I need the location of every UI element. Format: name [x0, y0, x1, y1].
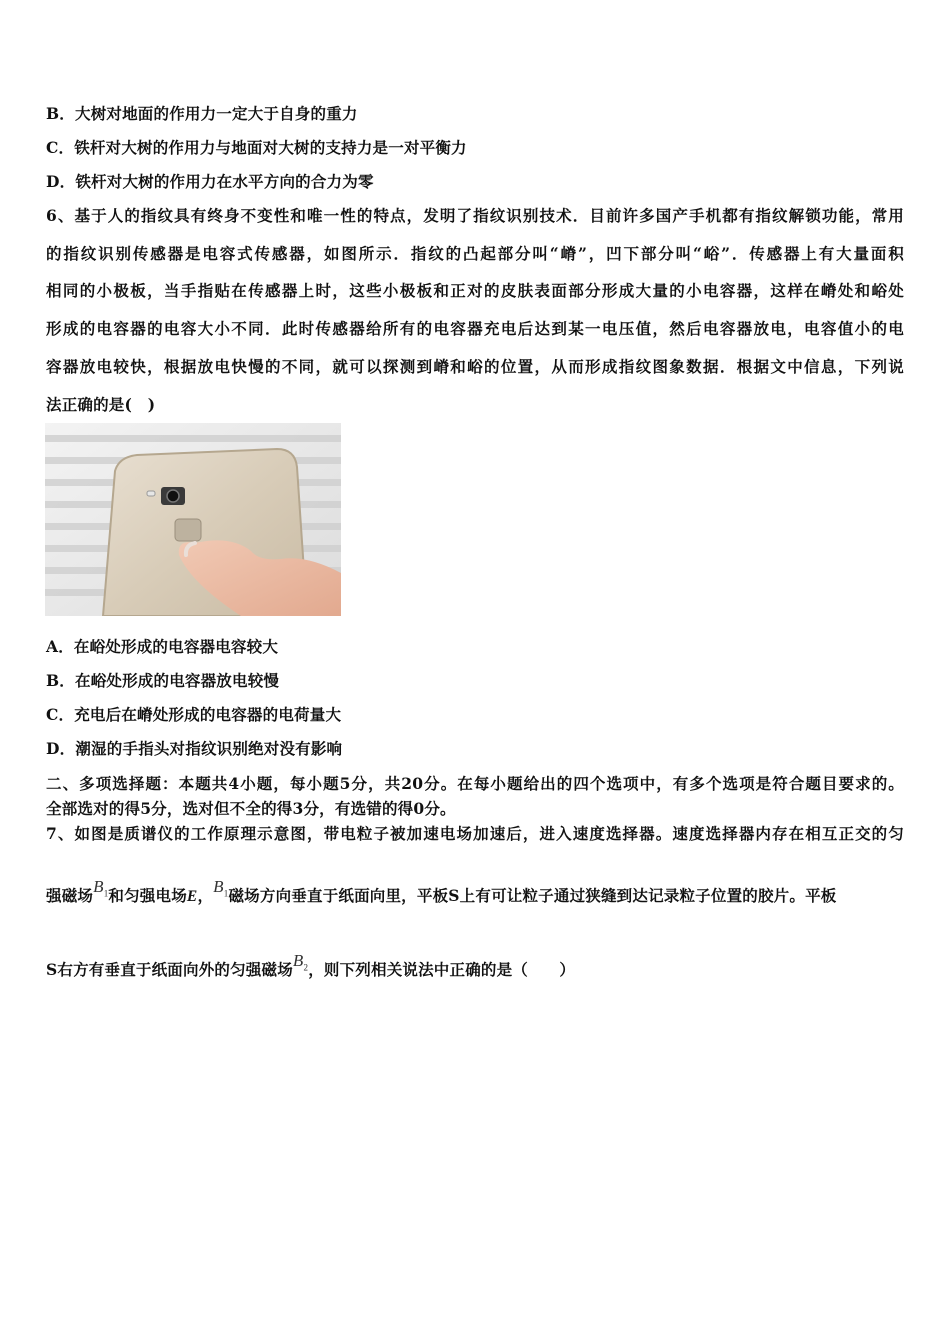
q6-option-b: B．在峪处形成的电容器放电较慢	[46, 671, 280, 690]
q6-stem-line-5: 容器放电较快，根据放电快慢的不同，就可以探测到嵴和峪的位置，从而形成指纹图象数据．根据文中信息，下列说	[46, 357, 904, 376]
q6-option-a: A．在峪处形成的电容器电容较大	[46, 637, 279, 656]
q6-stem-line-3: 相同的小极板，当手指贴在传感器上时，这些小极板和正对的皮肤表面部分形成大量的小电容器，这样在嵴处和峪处	[46, 281, 904, 300]
symbol-b1: $B_1$	[213, 877, 229, 899]
symbol-b2: $B_2$	[292, 951, 309, 973]
q6-stem-line-4: 形成的电容器的电容大小不同．此时传感器给所有的电容器充电后达到某一电压值，然后电容器放电，电容值小的电	[46, 319, 904, 338]
q7-text: 强磁场	[46, 886, 94, 905]
fingerprint-phone-photo	[45, 423, 341, 616]
q7-text: ，则下列相关说法中正确的是（ ）	[308, 960, 576, 979]
q5-option-d: D．铁杆对大树的作用力在水平方向的合力为零	[46, 172, 374, 191]
symbol-b1: $B_1$	[93, 877, 109, 899]
q7-text: S右方有垂直于纸面向外的匀强磁场	[46, 960, 293, 979]
symbol-e: E	[186, 888, 198, 905]
q6-stem-line-2: 的指纹识别传感器是电容式传感器，如图所示．指纹的凸起部分叫“嵴”，凹下部分叫“峪”．传感器上有大量面积	[46, 244, 904, 263]
q7-stem-line-3	[46, 951, 576, 981]
q7-text: 和匀强电场	[108, 886, 187, 905]
q7-text: ，	[197, 886, 214, 905]
section-2-heading-line-1: 二、多项选择题：本题共4小题，每小题5分，共20分。在每小题给出的四个选项中，有多个选项是符合题目要求的。	[46, 774, 904, 793]
q7-stem-line-2	[46, 877, 837, 907]
section-2-heading-line-2: 全部选对的得5分，选对但不全的得3分，有选错的得0分。	[46, 799, 456, 818]
q7-text: 磁场方向垂直于纸面向里，平板S上有可让粒子通过狭缝到达记录粒子位置的胶片。平板	[228, 886, 837, 905]
q6-stem-line-6: 法正确的是( )	[46, 395, 156, 414]
q6-option-c: C．充电后在嵴处形成的电容器的电荷量大	[46, 705, 342, 724]
q5-option-c: C．铁杆对大树的作用力与地面对大树的支持力是一对平衡力	[46, 138, 467, 157]
q6-option-d: D．潮湿的手指头对指纹识别绝对没有影响	[46, 739, 343, 758]
q5-option-b: B．大树对地面的作用力一定大于自身的重力	[46, 104, 358, 123]
q6-stem-line-1: 6、基于人的指纹具有终身不变性和唯一性的特点，发明了指纹识别技术．目前许多国产手机都有指纹解锁功能，常用	[46, 206, 904, 225]
q7-stem-line-1: 7、如图是质谱仪的工作原理示意图，带电粒子被加速电场加速后，进入速度选择器。速度选择器内存在相互正交的匀	[46, 824, 904, 843]
